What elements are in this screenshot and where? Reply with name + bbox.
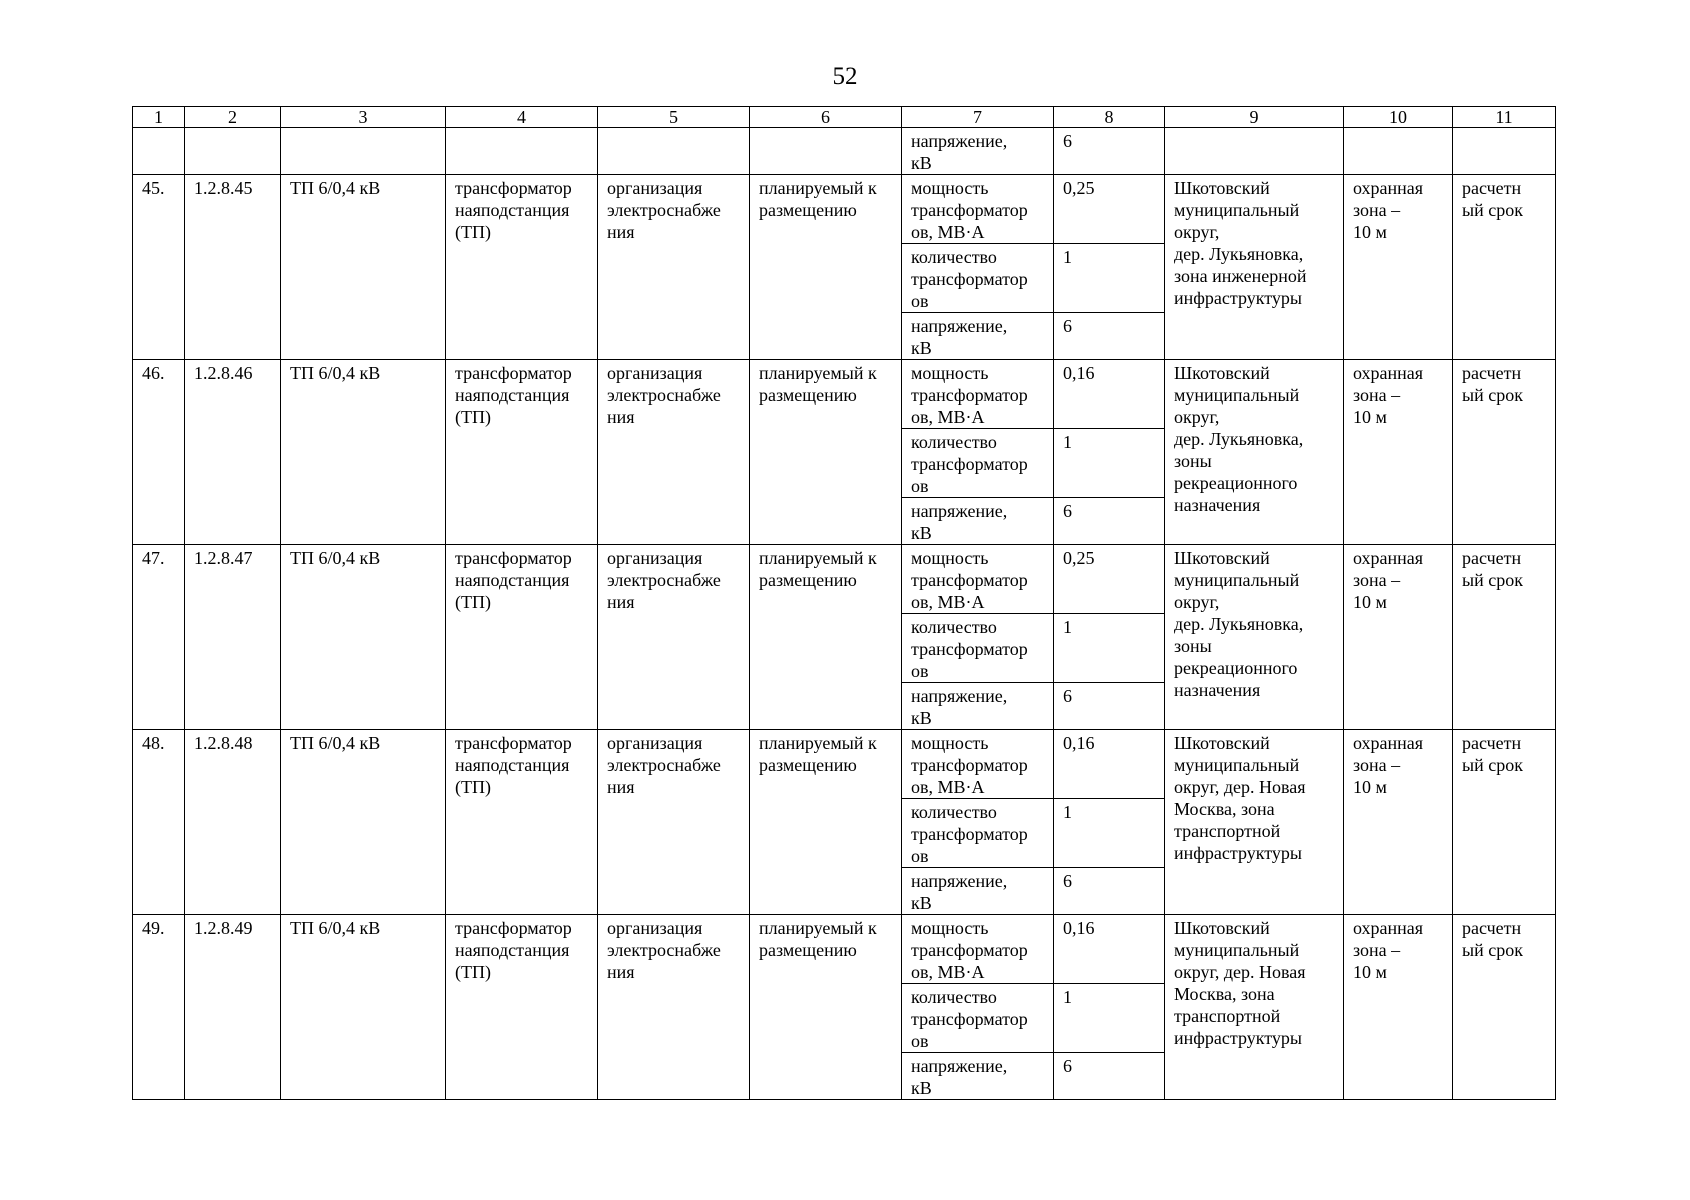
object-status: планируемый к размещению (750, 730, 902, 915)
protection-zone: охранная зона – 10 м (1344, 545, 1453, 730)
param-label: мощность трансформатор ов, МВ·А (902, 545, 1054, 614)
header-cell: 4 (446, 107, 598, 128)
object-name: ТП 6/0,4 кВ (281, 545, 446, 730)
param-label: мощность трансформатор ов, МВ·А (902, 360, 1054, 429)
empty-cell (1453, 128, 1556, 175)
row-number: 46. (133, 360, 185, 545)
row-number: 49. (133, 915, 185, 1100)
implementation-term: расчетн ый срок (1453, 175, 1556, 360)
param-value: 6 (1054, 1053, 1165, 1100)
object-location: Шкотовский муниципальный округ, дер. Лукьяновка, зоны рекреационного назначения (1165, 545, 1344, 730)
header-cell: 3 (281, 107, 446, 128)
param-value: 1 (1054, 984, 1165, 1053)
header-cell: 11 (1453, 107, 1556, 128)
param-label: напряжение, кВ (902, 1053, 1054, 1100)
object-location: Шкотовский муниципальный округ, дер. Лукьяновка, зоны рекреационного назначения (1165, 360, 1344, 545)
object-location: Шкотовский муниципальный округ, дер. Новая Москва, зона транспортной инфраструктуры (1165, 730, 1344, 915)
object-type: трансформатор наяподстанция (ТП) (446, 360, 598, 545)
param-value: 0,16 (1054, 915, 1165, 984)
object-status: планируемый к размещению (750, 545, 902, 730)
object-status: планируемый к размещению (750, 360, 902, 545)
object-name: ТП 6/0,4 кВ (281, 730, 446, 915)
object-purpose: организация электроснабже ния (598, 545, 750, 730)
continuation-row (133, 128, 1556, 175)
protection-zone: охранная зона – 10 м (1344, 360, 1453, 545)
param-value: 6 (1054, 868, 1165, 915)
param-value: 1 (1054, 614, 1165, 683)
header-row (133, 107, 1556, 128)
protection-zone: охранная зона – 10 м (1344, 915, 1453, 1100)
implementation-term: расчетн ый срок (1453, 730, 1556, 915)
param-label: мощность трансформатор ов, МВ·А (902, 175, 1054, 244)
empty-cell (446, 128, 598, 175)
header-cell: 6 (750, 107, 902, 128)
param-label: напряжение, кВ (902, 313, 1054, 360)
object-location: Шкотовский муниципальный округ, дер. Лукьяновка, зона инженерной инфраструктуры (1165, 175, 1344, 360)
param-value: 6 (1054, 313, 1165, 360)
param-label: количество трансформатор ов (902, 429, 1054, 498)
object-name: ТП 6/0,4 кВ (281, 175, 446, 360)
object-type: трансформатор наяподстанция (ТП) (446, 175, 598, 360)
header-cell: 7 (902, 107, 1054, 128)
object-purpose: организация электроснабже ния (598, 915, 750, 1100)
object-location: Шкотовский муниципальный округ, дер. Новая Москва, зона транспортной инфраструктуры (1165, 915, 1344, 1100)
object-purpose: организация электроснабже ния (598, 360, 750, 545)
param-label: количество трансформатор ов (902, 984, 1054, 1053)
param-value: 1 (1054, 244, 1165, 313)
param-label: мощность трансформатор ов, МВ·А (902, 915, 1054, 984)
param-value: 6 (1054, 128, 1165, 175)
header-cell: 10 (1344, 107, 1453, 128)
object-status: планируемый к размещению (750, 175, 902, 360)
page-number: 52 (832, 63, 858, 90)
table-row (133, 730, 1556, 799)
header-cell: 2 (185, 107, 281, 128)
header-cell: 9 (1165, 107, 1344, 128)
empty-cell (281, 128, 446, 175)
data-table (132, 106, 1556, 1100)
param-label: напряжение, кВ (902, 683, 1054, 730)
object-type: трансформатор наяподстанция (ТП) (446, 730, 598, 915)
empty-cell (598, 128, 750, 175)
param-value: 1 (1054, 799, 1165, 868)
param-label: количество трансформатор ов (902, 244, 1054, 313)
row-number: 47. (133, 545, 185, 730)
object-code: 1.2.8.48 (185, 730, 281, 915)
object-code: 1.2.8.47 (185, 545, 281, 730)
param-value: 0,25 (1054, 545, 1165, 614)
row-number: 45. (133, 175, 185, 360)
table-row (133, 545, 1556, 614)
param-value: 0,16 (1054, 360, 1165, 429)
implementation-term: расчетн ый срок (1453, 915, 1556, 1100)
object-purpose: организация электроснабже ния (598, 730, 750, 915)
implementation-term: расчетн ый срок (1453, 360, 1556, 545)
object-purpose: организация электроснабже ния (598, 175, 750, 360)
empty-cell (185, 128, 281, 175)
param-value: 0,16 (1054, 730, 1165, 799)
param-label: напряжение, кВ (902, 498, 1054, 545)
table-row (133, 175, 1556, 244)
row-number: 48. (133, 730, 185, 915)
object-type: трансформатор наяподстанция (ТП) (446, 915, 598, 1100)
param-value: 6 (1054, 683, 1165, 730)
param-label: мощность трансформатор ов, МВ·А (902, 730, 1054, 799)
object-code: 1.2.8.49 (185, 915, 281, 1100)
param-label: напряжение, кВ (902, 868, 1054, 915)
header-cell: 8 (1054, 107, 1165, 128)
object-type: трансформатор наяподстанция (ТП) (446, 545, 598, 730)
protection-zone: охранная зона – 10 м (1344, 175, 1453, 360)
param-label: количество трансформатор ов (902, 799, 1054, 868)
table-row (133, 915, 1556, 984)
param-label: напряжение, кВ (902, 128, 1054, 175)
object-code: 1.2.8.46 (185, 360, 281, 545)
object-code: 1.2.8.45 (185, 175, 281, 360)
object-status: планируемый к размещению (750, 915, 902, 1100)
empty-cell (133, 128, 185, 175)
empty-cell (750, 128, 902, 175)
empty-cell (1344, 128, 1453, 175)
protection-zone: охранная зона – 10 м (1344, 730, 1453, 915)
object-name: ТП 6/0,4 кВ (281, 360, 446, 545)
param-label: количество трансформатор ов (902, 614, 1054, 683)
header-cell: 1 (133, 107, 185, 128)
param-value: 0,25 (1054, 175, 1165, 244)
param-value: 1 (1054, 429, 1165, 498)
table-row (133, 360, 1556, 429)
empty-cell (1165, 128, 1344, 175)
object-name: ТП 6/0,4 кВ (281, 915, 446, 1100)
implementation-term: расчетн ый срок (1453, 545, 1556, 730)
param-value: 6 (1054, 498, 1165, 545)
header-cell: 5 (598, 107, 750, 128)
